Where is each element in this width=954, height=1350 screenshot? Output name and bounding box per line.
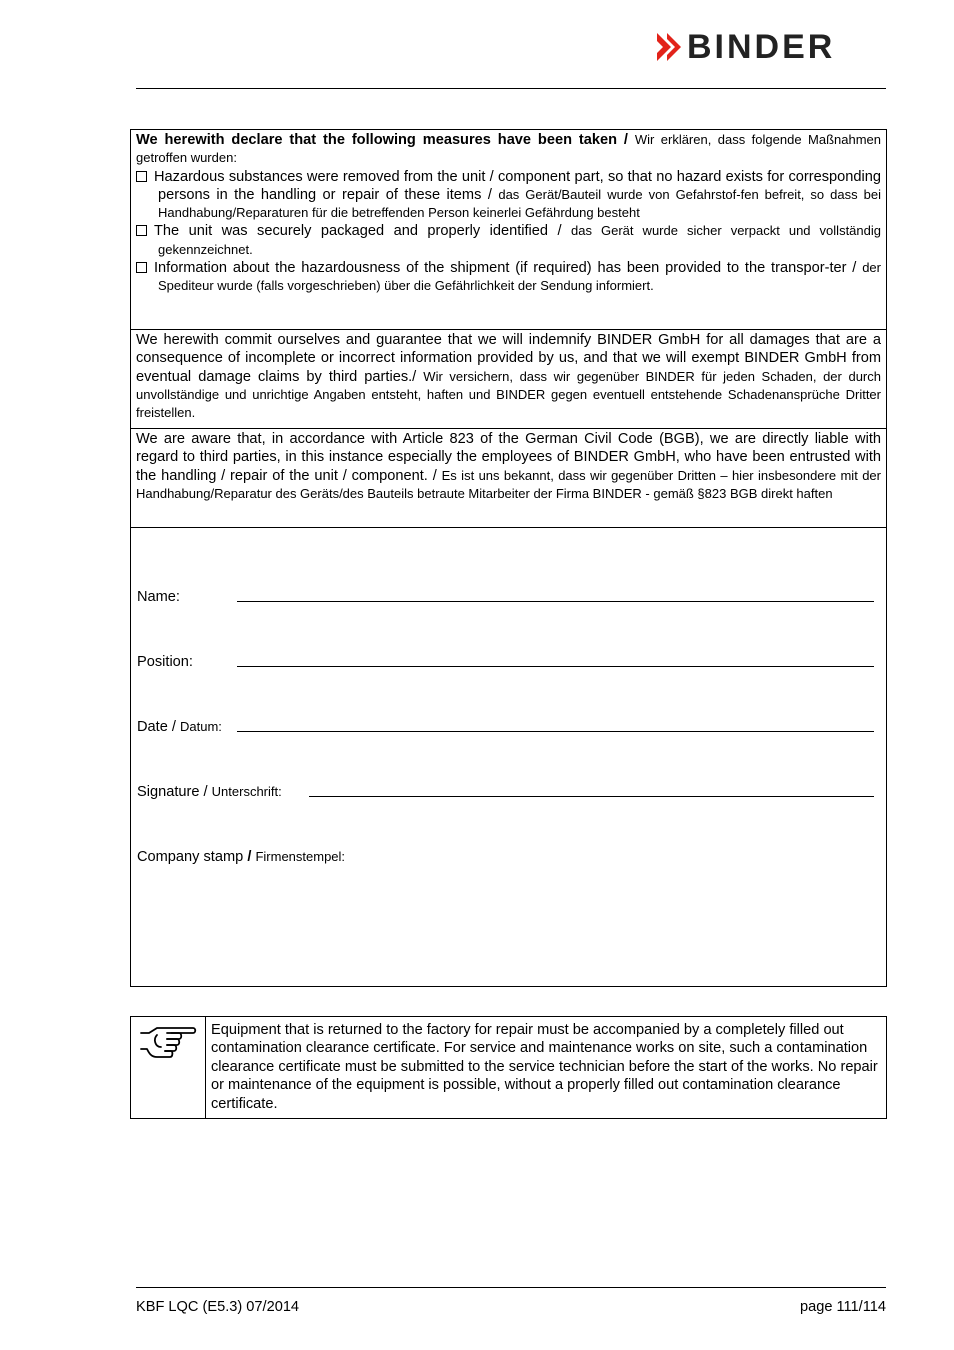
footer-rule <box>136 1287 886 1288</box>
measures-heading-en: We herewith declare that the following measures have been taken / <box>136 132 628 148</box>
stamp-label-de: Firmenstempel: <box>255 849 346 864</box>
stamp-row <box>137 845 874 865</box>
measure-item-hazardous <box>136 168 881 223</box>
note-box <box>130 1016 887 1119</box>
date-label <box>137 719 237 735</box>
measure-item-en: The unit was securely packaged and properly identified / <box>154 223 562 240</box>
position-field[interactable] <box>237 666 874 667</box>
declaration-form <box>130 129 887 987</box>
measure-item-packaged <box>136 222 881 259</box>
footer-doc-id: KBF LQC (E5.3) 07/2014 <box>136 1299 300 1315</box>
checkbox-icon[interactable] <box>136 171 147 182</box>
commit-text <box>136 331 881 422</box>
stamp-label-en: Company stamp <box>137 849 244 865</box>
measure-item-information <box>136 259 881 296</box>
signature-row <box>137 780 874 800</box>
commit-en: We herewith commit ourselves and guarantee that we will indemnify BINDER GmbH for all damages that are a consequence of incomplete or incorrect information provided by us, and that we will exempt BINDER GmbH from eventual damage claims by third parties./ <box>136 332 881 385</box>
name-row <box>137 585 874 605</box>
date-label-en: Date / <box>137 719 176 735</box>
signature-label-en: Signature / <box>137 784 208 800</box>
note-text: Equipment that is returned to the factory for repair must be accompanied by a completely filled out contamination clearance certificate. For service and maintenance works on site, such a contamination clearance certificate must be submitted to the service technician before the start of the works. No repair or maintenance of the equipment is possible, without a properly filled out contamination clearance certificate. <box>211 1022 878 1112</box>
signature-label <box>137 784 309 800</box>
checkbox-icon[interactable] <box>136 225 147 236</box>
measure-item-de: das Gerät/Bauteil wurde von Gefahrstof-fen befreit, so dass bei Handhabung/Reparaturen für die betreffenden Person keinerlei Gefährdung besteht <box>158 186 881 221</box>
aware-de: Es ist uns bekannt, dass wir gegenüber Dritten – hier insbesondere mit der Handhabung/Reparatur des Geräts/des Bauteils betraute Mitarbeiter der Firma BINDER - gemäß §823 BGB direkt haften <box>136 467 881 501</box>
stamp-label <box>137 849 345 865</box>
aware-text <box>136 430 881 503</box>
footer-page-number: page 111/114 <box>799 1299 886 1315</box>
note-icon-cell <box>131 1017 206 1118</box>
aware-en: We are aware that, in accordance with Article 823 of the German Civil Code (BGB), we are directly liable with regard to third parties, in this instance especially the employees of BINDER GmbH, who have been entrusted with the handling / repair of the unit / component. / <box>136 431 881 484</box>
date-row <box>137 715 874 735</box>
binder-logo-mark-icon <box>655 31 685 63</box>
measures-heading-de: Wir erklären, dass folgende Maßnahmen getroffen wurden: <box>136 132 881 166</box>
signature-label-de: Unterschrift: <box>211 784 282 799</box>
checkbox-icon[interactable] <box>136 262 147 273</box>
measure-item-de: der Spediteur wurde (falls vorgeschrieben) über die Gefährlichkeit der Sendung informiert. <box>158 260 881 294</box>
name-field[interactable] <box>237 601 874 602</box>
aware-section <box>131 429 886 528</box>
measure-item-en: Information about the hazardousness of the shipment (if required) has been provided to the transpor-ter / <box>154 260 857 277</box>
name-label: Name: <box>137 589 180 605</box>
stamp-label-slash: / <box>247 849 252 865</box>
signature-section <box>131 529 886 986</box>
position-row <box>137 650 874 670</box>
signature-field[interactable] <box>309 796 874 797</box>
commit-section <box>131 330 886 429</box>
date-field[interactable] <box>237 731 874 732</box>
commit-de: Wir versichern, dass wir gegenüber BINDER für jeden Schaden, der durch unvollständige und unrichtige Angaben entsteht, haften und BINDER gegen eventuell entstehende Schadenansprüche Dritter freistellen. <box>136 368 881 421</box>
date-label-de: Datum: <box>180 719 222 734</box>
header-rule <box>136 88 886 89</box>
brand-name: BINDER <box>687 28 836 66</box>
measures-heading <box>136 131 881 168</box>
measure-item-en: Hazardous substances were removed from the unit / component part, so that no hazard exists for corresponding persons in the handling or repair of these items / <box>154 168 881 203</box>
position-label: Position: <box>137 654 193 670</box>
measures-section <box>131 130 886 330</box>
binder-logo <box>655 30 887 64</box>
pointing-hand-icon <box>137 1021 197 1061</box>
measure-item-de: das Gerät wurde sicher verpackt und vollständig gekennzeichnet. <box>158 223 881 257</box>
